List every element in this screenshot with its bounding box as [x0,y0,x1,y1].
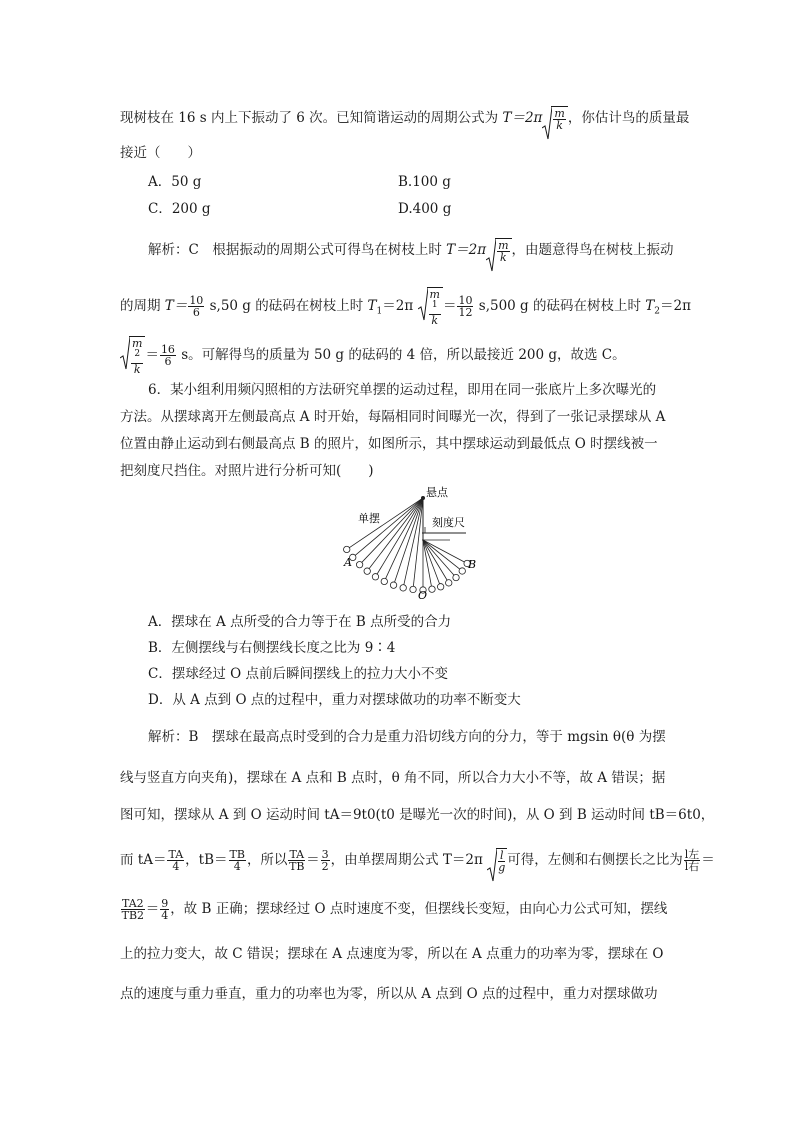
ruler-label: 刻度尺 [432,516,465,529]
pendulum-ball [356,561,362,567]
q6-solution-3: 图可知，摆球从 A 到 O 运动时间 tA＝9t0(t0 是曝光一次的时间)，从 O 到 B 运动时间 tB＝6t0， [120,807,715,823]
q6-solution-4: 而 tA＝ $\frac{TA}{4}$ ，tB＝ $\frac{TB}{4}$ ，所以 $\frac{TA}{TB}$ ＝ $\frac{3}{2}$ ，由单摆周期公式 T＝2π $\frac{l}{g}$ 可得，左侧和右侧摆长之比为 $\frac{\text{l左}}{\text{l右}}$ ＝ [120,848,715,873]
sqrt-m-over-k: $\frac{m}{k}$ [542,106,567,131]
q5-solution-line1: 解析：C 根据振动的周期公式可得鸟在树枝上时 T＝2π $\frac{m}{k}$ ，由题意得鸟在树枝上振动 [148,238,674,263]
sqrt-m-over-k-2: $\frac{m}{k}$ [486,238,511,263]
q5-line1: 现树枝在 16 s 内上下振动了 6 次。已知简谐运动的周期公式为 T＝2π $\frac{m}{k}$ ，你估计鸟的质量最 [120,106,689,131]
point-o-label: O [418,589,428,602]
pivot-point [421,496,425,500]
q6-solution-2: 线与竖直方向夹角)，摆球在 A 点和 B 点时，θ 角不同，所以合力大小不等，故 A 错误；据 [120,770,666,786]
pendulum-diagram [340,486,490,610]
pendulum-ball [381,578,387,584]
q6-option-b: B．左侧摆线与右侧摆线长度之比为 9∶4 [148,640,396,656]
pendulum-ball [344,546,350,552]
q5-solution-line3: m $^2$ k ＝ $\frac{16}{6}$ s。可解得鸟的质量为 50 g 的砝码的 4 倍，所以最接近 200 g，故选 C。 [120,336,626,375]
pendulum-ball [459,568,465,574]
q6-solution-1: 解析：B 摆球在最高点时受到的合力是重力沿切线方向的分力，等于 mgsin θ(θ 为摆 [148,729,666,745]
q6-stem-1: 6．某小组利用频闪照相的方法研究单摆的运动过程，即用在同一张底片上多次曝光的 [148,382,657,398]
pendulum-string [360,498,423,565]
q5-option-c: C．200 g [148,201,211,217]
q6-stem-2: 方法。从摆球离开左侧最高点 A 时开始，每隔相同时间曝光一次，得到了一张记录摆球从 A [120,409,666,425]
q5-solution-line2: 的周期 T＝ $\frac{10}{6}$ s,50 g 的砝码在树枝上时 $T_1=2\pi$ m $^1$ k ＝ $\frac{10}{12}$ s,500 g 的砝码在树枝上时 $T_2=2\pi$ [120,288,691,327]
pivot-label: 悬点 [426,486,448,499]
pendulum-ball [446,580,452,586]
point-b-label: B [468,558,477,571]
q6-solution-6: 上的拉力变大，故 C 错误；摆球在 A 点速度为零，所以在 A 点重力的功率为零，摆球在 O [120,946,664,962]
pendulum-ball [429,586,435,592]
pendulum-ball [400,585,406,591]
pendulum-string [384,498,423,581]
pendulum-ball [390,582,396,588]
q6-option-a: A．摆球在 A 点所受的合力等于在 B 点所受的合力 [148,614,452,630]
pendulum-label: 单摆 [358,512,380,525]
point-a-label: A [344,556,352,569]
q6-solution-7: 点的速度与重力垂直，重力的功率也为零，所以从 A 点到 O 点的过程中，重力对摆球做功 [120,986,658,1002]
q5-line2: 接近（ ） [120,145,201,161]
pendulum-ball [437,584,443,590]
pendulum-ball [410,586,416,592]
q5-option-d: D.400 g [398,201,452,217]
pendulum-string [423,540,456,578]
q6-stem-3: 位置由静止运动到右侧最高点 B 的照片，如图所示，其中摆球运动到最低点 O 时摆线被一 [120,436,658,452]
q5-option-a: A．50 g [148,174,202,190]
pendulum-string [353,498,423,557]
q5-option-b: B.100 g [398,174,451,190]
q6-option-d: D．从 A 点到 O 点的过程中，重力对摆球做功的功率不断变大 [148,692,521,708]
pendulum-figure [340,486,490,606]
q6-stem-4: 把刻度尺挡住。对照片进行分析可知( ) [120,463,374,479]
q6-option-c: C．摆球经过 O 点前后瞬间摆线上的拉力大小不变 [148,666,448,682]
pendulum-ball [364,568,370,574]
pendulum-ball [372,574,378,580]
q6-solution-5: $\frac{TA2}{TB2}$ ＝ $\frac{9}{4}$ ，故 B 正确；摆球经过 O 点时速度不变，但摆线长变短，由向心力公式可知，摆线 [121,897,668,922]
pendulum-ball [453,574,459,580]
